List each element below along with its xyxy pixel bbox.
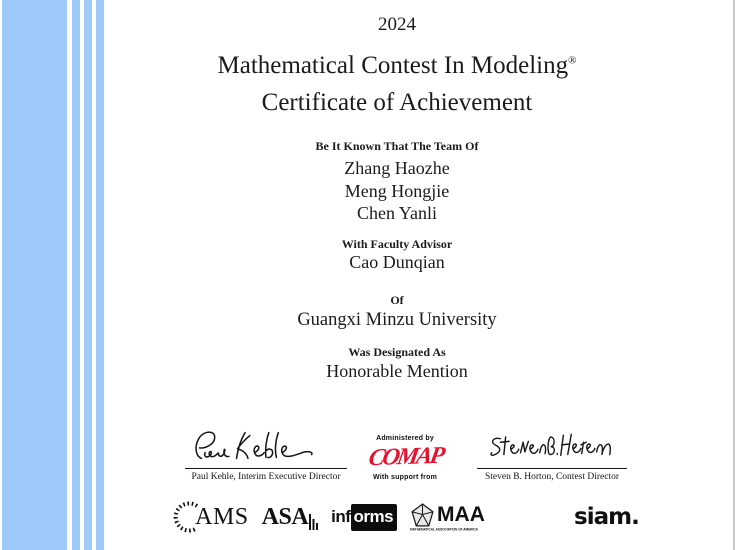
informs-logo-boxed-text: orms [351,504,397,531]
siam-logo-text: siam. [574,504,639,530]
left-stripe-thin-3 [96,0,104,550]
informs-logo [331,504,397,531]
left-stripe-thin-2 [84,0,92,550]
designation-intro-label: Was Designated As [348,345,446,359]
team-member-3: Chen Yanli [356,203,437,223]
team-members-list [104,157,690,225]
contest-director-signature-caption: Steven B. Horton, Contest Director [484,472,620,482]
certificate-title [104,52,690,80]
administered-by-label: Administered by [376,435,434,442]
executive-signature-caption: Paul Kehle, Interim Executive Director [191,472,341,482]
sponsor-logos-row [112,498,698,536]
left-stripe-thin-1 [72,0,80,550]
paul-kehle-signature-image [186,427,346,465]
institution-name: Guangxi Minzu University [297,310,497,330]
signature-line [477,468,627,469]
administration-block [356,435,454,481]
signature-line [185,468,347,469]
ams-logo [171,501,249,533]
certificate-subtitle: Certificate of Achievement [261,89,533,116]
informs-logo-prefix: inf [331,507,351,526]
advisor-intro-label: With Faculty Advisor [341,237,453,251]
support-from-label: With support from [373,474,437,481]
maa-icosahedron-icon [410,503,435,528]
left-stripe-wide [2,0,67,550]
certificate-title-text: Mathematical Contest In Modeling [217,52,569,79]
registered-trademark-mark: ® [568,54,577,67]
maa-logo-text: MAA [437,503,485,526]
executive-signature-block [185,427,347,482]
of-label: Of [390,293,404,307]
page-right-edge-line [733,0,735,550]
certificate-year: 2024 [378,14,416,35]
contest-director-signature-block [477,430,627,482]
maa-caption-text: MATHEMATICAL ASSOCIATION OF AMERICA [410,527,478,531]
team-member-1: Zhang Haozhe [344,158,450,178]
siam-logo [574,504,639,530]
maa-logo [410,503,561,532]
team-member-2: Meng Hongjie [344,180,450,201]
team-intro-label: Be It Known That The Team Of [315,139,479,153]
comap-logo: COMAP [366,442,445,472]
advisor-name: Cao Dunqian [349,252,445,272]
asa-logo [262,504,319,531]
asa-bars-icon [309,514,318,530]
asa-logo-text: ASA [261,503,309,530]
designation-award: Honorable Mention [326,361,468,381]
ams-logo-text: AMS [195,503,249,530]
steven-horton-signature-image [478,430,626,465]
